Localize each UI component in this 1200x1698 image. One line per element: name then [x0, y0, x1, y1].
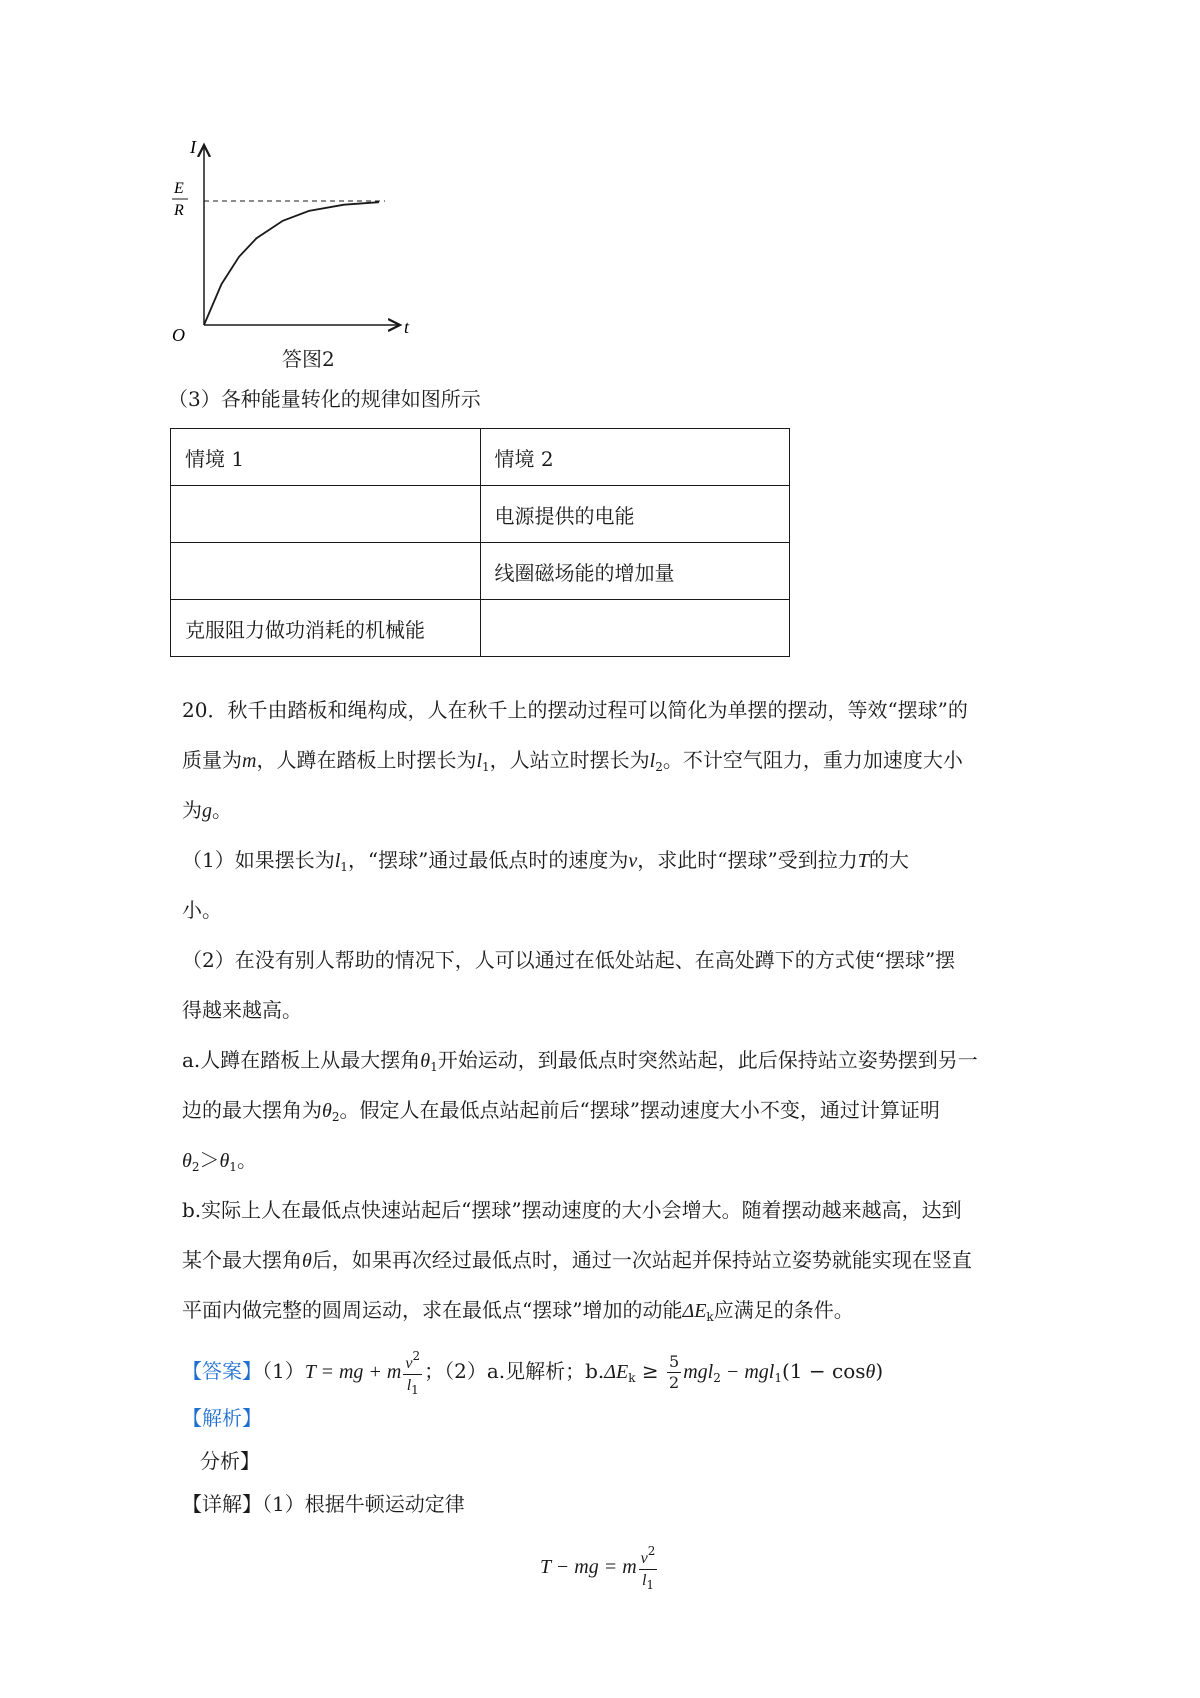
subscript: 1 [482, 760, 490, 774]
q20-b-line2 [182, 1245, 972, 1276]
superscript: 2 [647, 1543, 656, 1558]
length-symbol: l [649, 750, 656, 772]
greater-than: ＞ [199, 1148, 220, 1172]
table-cell [171, 543, 481, 600]
origin-label: O [172, 325, 185, 345]
theta-symbol: θ [322, 1100, 332, 1122]
table-cell [171, 486, 481, 543]
q20-part1-line1 [182, 845, 909, 882]
subscript: 2 [331, 1110, 340, 1124]
fraction-denominator: l [406, 1376, 412, 1394]
energy-table [170, 428, 790, 657]
five-halves-fraction [667, 1352, 681, 1393]
subscript: k [706, 1310, 714, 1324]
q20-a-line1 [182, 1045, 978, 1082]
q20-text: ，求此时“摆球”受到拉力 [637, 848, 858, 872]
q20-text: 边的最大摆角为 [182, 1098, 322, 1122]
q20-part2-line2: 得越来越高。 [182, 998, 302, 1022]
q20-text: 的大 [868, 848, 909, 872]
q20-text: 后，如果再次经过最低点时，通过一次站起并保持站立姿势就能实现在竖直 [311, 1248, 972, 1272]
q20-text: 某个最大摆角 [182, 1248, 302, 1272]
superscript: 2 [412, 1348, 421, 1363]
q20-text: 20．秋千由踏板和绳构成，人在秋千上的摆动过程可以简化为单摆的摆动，等效“摆球”的 [182, 698, 968, 722]
q20-text: 为 [182, 798, 202, 822]
answer-line [182, 1345, 883, 1404]
table-cell: 电源提供的电能 [480, 486, 790, 543]
current-time-graph [160, 135, 420, 365]
q20-b-line3 [182, 1295, 854, 1332]
figure-caption: 答图2 [282, 347, 335, 371]
delta-e-symbol: ΔE [682, 1300, 707, 1322]
answer-eq2-minus: − mgl [720, 1361, 775, 1383]
detail-line [182, 1489, 465, 1519]
table-cell: 线圈磁场能的增加量 [480, 543, 790, 600]
subscript: 1 [411, 1382, 419, 1397]
subscript: k [628, 1371, 636, 1385]
table-row [171, 486, 790, 543]
q20-text: a.人蹲在踏板上从最大摆角 [182, 1048, 421, 1072]
q20-line1 [182, 695, 968, 725]
analysis-tag: 【解析】 [182, 1406, 262, 1430]
current-curve [204, 202, 379, 325]
newton-equation [540, 1540, 659, 1595]
subscript: 2 [191, 1160, 200, 1174]
q20-text: ，人站立时摆长为 [489, 748, 650, 772]
table-cell: 情境 1 [171, 429, 481, 486]
fraction-denominator: l [641, 1571, 647, 1589]
subscript: 1 [340, 860, 348, 874]
asymptote-numerator: E [174, 180, 184, 197]
length-symbol: l [476, 750, 483, 772]
answer-fraction [403, 1346, 422, 1400]
answer-eq1: T = mg + m [304, 1361, 402, 1383]
mass-symbol: m [242, 750, 257, 772]
q20-text: ，“摆球”通过最低点时的速度为 [347, 848, 629, 872]
q20-a-line2 [182, 1095, 940, 1132]
table-cell: 克服阻力做功消耗的机械能 [171, 600, 481, 657]
theta-symbol: θ [302, 1250, 312, 1272]
answer-tail: (1 − cos [782, 1359, 866, 1383]
answer-eq2: mgl [683, 1361, 714, 1383]
detail-tag: 【详解】 [182, 1492, 262, 1516]
subscript: 2 [655, 760, 663, 774]
theta-symbol: θ [219, 1150, 230, 1172]
fraction-numerator: v [405, 1354, 413, 1372]
delta-e-symbol: ΔE [604, 1361, 629, 1383]
q20-text: 质量为 [182, 748, 242, 772]
fraction-numerator: v [640, 1549, 648, 1567]
table-cell [480, 600, 790, 657]
theta-symbol: θ [182, 1150, 192, 1172]
subscript: 1 [229, 1160, 237, 1174]
theta-symbol: θ [865, 1361, 876, 1383]
x-axis-label: t [404, 317, 410, 337]
tension-symbol: T [857, 850, 869, 872]
q20-part1-line2: 小。 [182, 898, 222, 922]
section3-heading: （3）各种能量转化的规律如图所示 [168, 387, 481, 411]
fraction-denominator: 2 [669, 1373, 680, 1392]
subscript: 1 [646, 1577, 655, 1592]
answer-separator: ；（2）a.见解析；b. [424, 1359, 605, 1383]
q20-text: 。 [236, 1148, 257, 1172]
q20-text: ，人蹲在踏板上时摆长为 [256, 748, 477, 772]
velocity-symbol: v [628, 850, 638, 872]
table-row [171, 543, 790, 600]
equation-fraction [639, 1541, 658, 1595]
table-row [171, 600, 790, 657]
gravity-symbol: g [202, 800, 212, 822]
geq-sign: ≥ [635, 1359, 666, 1383]
q20-line3 [182, 795, 232, 826]
table-row [171, 429, 790, 486]
q20-text: 开始运动，到最低点时突然站起，此后保持站立姿势摆到另一 [437, 1048, 978, 1072]
subscript: 1 [774, 1371, 782, 1385]
q20-a-line3 [182, 1145, 257, 1182]
answer-close: ) [875, 1359, 884, 1383]
asymptote-denominator: R [174, 202, 184, 219]
fraction-numerator: 5 [669, 1352, 680, 1371]
q20-text: 。 [212, 798, 232, 822]
theta-symbol: θ [420, 1050, 431, 1072]
table-cell: 情境 2 [480, 429, 790, 486]
q20-text: 平面内做完整的圆周运动，求在最低点“摆球”增加的动能 [182, 1298, 683, 1322]
q20-b-line1: b.实际上人在最低点快速站起后“摆球”摆动速度的大小会增大。随着摆动越来越高，达到 [182, 1198, 962, 1222]
subscript: 2 [713, 1371, 721, 1385]
answer-tag: 【答案】 [182, 1359, 262, 1383]
analysis-sub: 分析】 [200, 1449, 260, 1473]
q20-text: （1）如果摆长为 [182, 848, 335, 872]
equation-lhs: T − mg = m [540, 1556, 637, 1578]
subscript: 1 [430, 1060, 438, 1074]
q20-line2 [182, 745, 963, 782]
q20-text: 应满足的条件。 [713, 1298, 854, 1322]
answer-part1: （1） [262, 1359, 305, 1383]
length-symbol: l [334, 850, 341, 872]
q20-text: 。假定人在最低点站起前后“摆球”摆动速度大小不变，通过计算证明 [339, 1098, 940, 1122]
y-axis-label: I [190, 137, 196, 157]
detail-text: （1）根据牛顿运动定律 [262, 1492, 465, 1516]
q20-part2-line1: （2）在没有别人帮助的情况下，人可以通过在低处站起、在高处蹲下的方式使“摆球”摆 [182, 948, 956, 972]
q20-text: 。不计空气阻力，重力加速度大小 [662, 748, 963, 772]
